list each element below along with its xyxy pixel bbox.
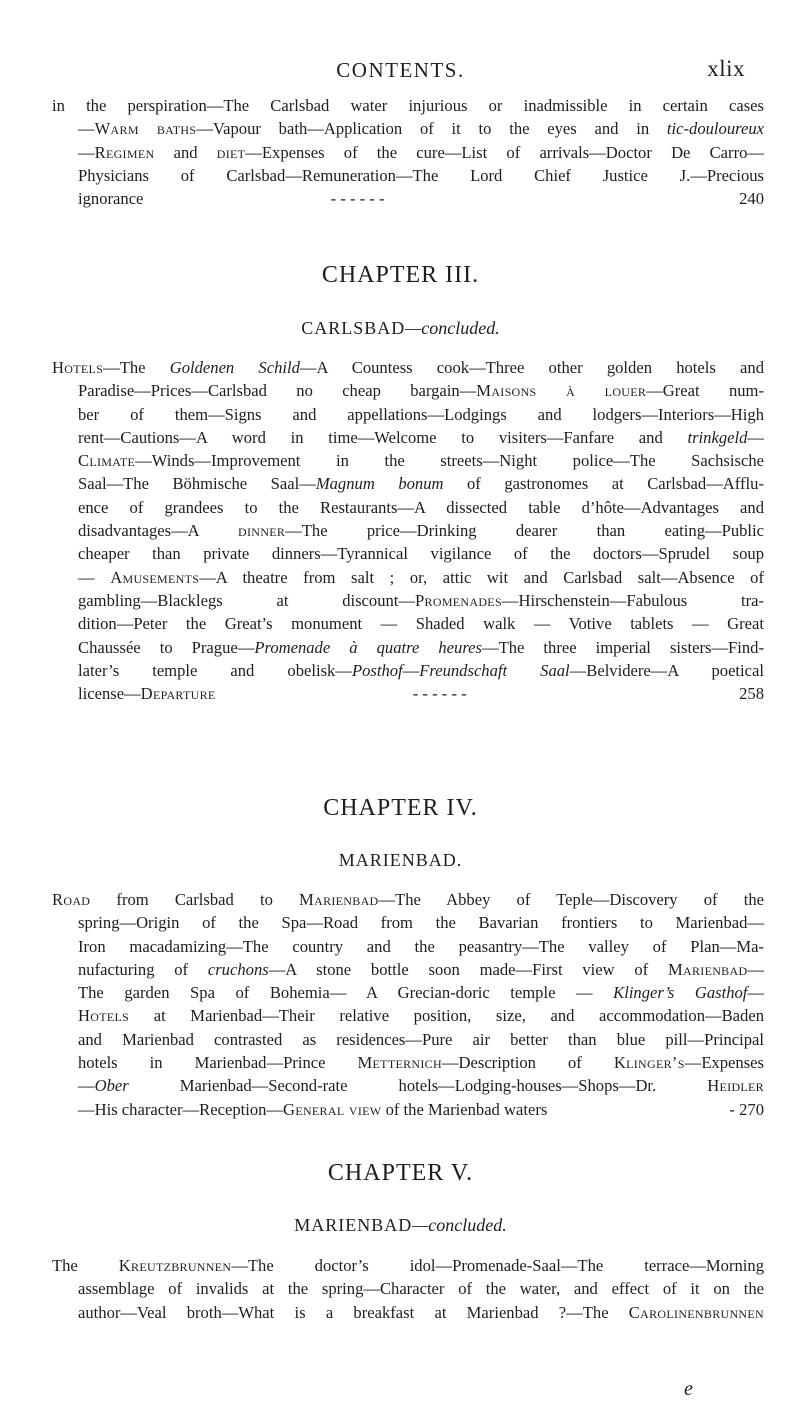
text-line: and Marienbad contrasted as residences—Pure air better than blue pill—Principal — [78, 1029, 764, 1049]
text-line: Climate—Winds—Improvement in the streets—Night police—The Sachsische — [78, 451, 764, 471]
chapter-3-title: CHAPTER III. — [321, 262, 480, 288]
text-line: ber of them—Signs and appellations—Lodgings and lodgers—Interiors—High — [78, 404, 764, 424]
page-number: 240 — [739, 189, 764, 209]
chapter-3-subtitle-main: CARLSBAD — [301, 318, 406, 338]
page-number: 258 — [739, 684, 764, 704]
text-line: Iron macadamizing—The country and the peasantry—The valley of Plan—Ma- — [78, 936, 764, 956]
text-line: —His character—Reception—General view of the Marienbad waters - 270 — [52, 1098, 764, 1121]
text-line: —Ober Marienbad—Second-rate hotels—Lodging-houses—Shops—Dr. Heidler — [78, 1076, 764, 1096]
chapter-4-subtitle: MARIENBAD. — [338, 850, 463, 870]
text-line: nufacturing of cruchons—A stone bottle soon made—First view of Marienbad— — [78, 959, 765, 979]
text-line: disadvantages—A dinner—The price—Drinking dearer than eating—Public — [78, 521, 764, 541]
text-line: The Kreutzbrunnen—The doctor’s idol—Promenade-Saal—The terrace—Morning — [52, 1256, 764, 1275]
text-line: author—Veal broth—What is a breakfast at Marienbad ?—The Carolinenbrunnen — [78, 1302, 764, 1322]
text-line: ignorance - - - - - - 240 — [52, 187, 764, 210]
text-line: Paradise—Prices—Carlsbad no cheap bargain—Maisons à louer—Great num- — [78, 381, 764, 401]
text-line: Physicians of Carlsbad—Remuneration—The Lord Chief Justice J.—Precious — [78, 165, 764, 185]
text-line: Hotels—The Goldenen Schild—A Countess cook—Three other golden hotels and — [52, 358, 764, 377]
text-line: dition—Peter the Great’s monument — Shaded walk — Votive tablets — Great — [78, 614, 764, 634]
text-line: later’s temple and obelisk—Posthof—Freundschaft Saal—Belvidere—A poetical — [78, 660, 764, 680]
text-line: gambling—Blacklegs at discount—Promenades—Hirschenstein—Fabulous tra- — [78, 590, 764, 610]
text-line: Chaussée to Prague—Promenade à quatre heures—The three imperial sisters—Find- — [78, 637, 764, 657]
text-line: cheaper than private dinners—Tyrannical vigilance of the doctors—Sprudel soup — [78, 544, 764, 564]
chapter-5-subtitle — [0, 1215, 801, 1236]
text-line: rent—Cautions—A word in time—Welcome to visiters—Fanfare and trinkgeld— — [78, 427, 764, 447]
chapter-4-summary — [52, 888, 764, 1121]
text-line: — Amusements—A theatre from salt ; or, attic wit and Carlsbad salt—Absence of — [78, 567, 764, 587]
text-line: spring—Origin of the Spa—Road from the Bavarian frontiers to Marienbad— — [78, 913, 764, 933]
dot-leaders: - - - - - - — [330, 189, 385, 209]
chapter-5-summary — [52, 1254, 764, 1324]
text-line: Hotels at Marienbad—Their relative position, size, and accommodation—Baden — [78, 1006, 764, 1026]
dot-leaders: - - - - - - — [412, 684, 467, 704]
text-line: Road from Carlsbad to Marienbad—The Abbey of Teple—Discovery of the — [52, 890, 764, 909]
chapter-3-subtitle — [0, 318, 801, 339]
chapter-2-continuation — [52, 94, 764, 210]
text-line: —Regimen and diet—Expenses of the cure—List of arrivals—Doctor De Carro— — [78, 142, 764, 162]
text-line: hotels in Marienbad—Prince Metternich—Description of Klinger’s—Expenses — [78, 1053, 764, 1073]
chapter-3-summary — [52, 356, 764, 705]
page-number-value: 270 — [739, 1099, 764, 1119]
chapter-5-subtitle-tail: —concluded. — [412, 1215, 507, 1235]
chapter-3-subtitle-tail: —concluded. — [405, 318, 500, 338]
text-line: Saal—The Böhmische Saal—Magnum bonum of gastronomes at Carlsbad—Afflu- — [78, 474, 764, 494]
text-line: license—Departure - - - - - - 258 — [52, 682, 764, 705]
text-line: —Warm baths—Vapour bath—Application of it to the eyes and in tic-douloureux — [78, 119, 764, 139]
text-line: The garden Spa of Bohemia— A Grecian-doric temple — Klinger’s Gasthof— — [78, 983, 764, 1003]
page-folio: xlix — [707, 56, 745, 81]
chapter-4-title: CHAPTER IV. — [323, 795, 478, 821]
text-line: ence of grandees to the Restaurants—A dissected table d’hôte—Advantages and — [78, 497, 764, 517]
running-title: CONTENTS. — [336, 58, 465, 82]
signature-mark: e — [684, 1378, 693, 1400]
running-head — [0, 56, 801, 86]
page-number: - 270 — [729, 1099, 764, 1119]
text-line: in the perspiration—The Carlsbad water injurious or inadmissible in certain cases — [52, 96, 764, 115]
chapter-5-subtitle-main: MARIENBAD — [294, 1215, 413, 1235]
text-line: assemblage of invalids at the spring—Character of the water, and effect of it on the — [78, 1279, 764, 1299]
chapter-5-title: CHAPTER V. — [327, 1160, 474, 1186]
